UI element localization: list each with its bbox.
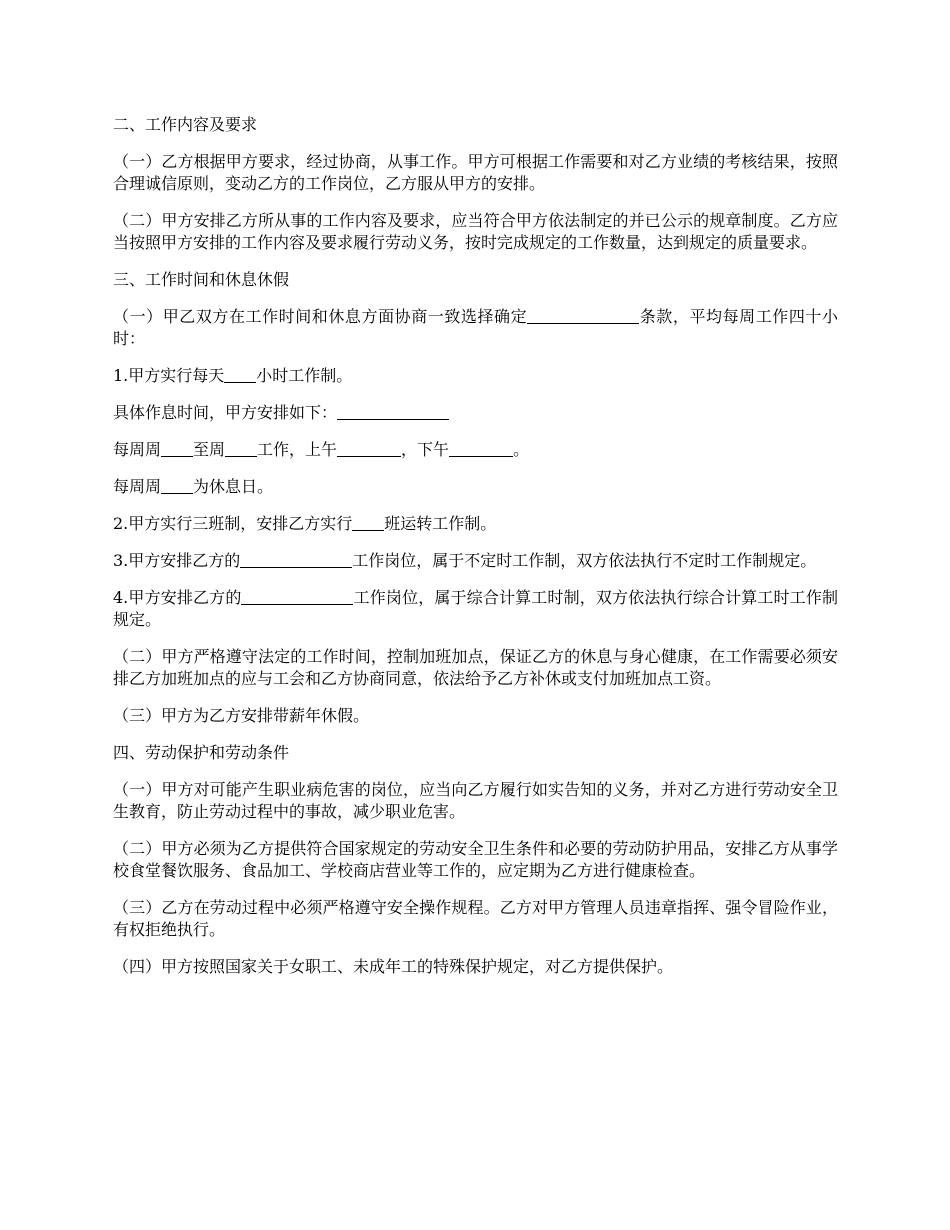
paragraph-paid-leave: （三）甲方为乙方安排带薪年休假。	[113, 706, 370, 725]
paragraph-overtime: （二）甲方严格遵守法定的工作时间，控制加班加点，保证乙方的休息与身心健康，在工作需要必须安排乙方加班加点的应与工会和乙方协商同意，依法给予乙方补休或支付加班加点工资。	[113, 647, 838, 688]
section-heading-labor-protection: 四、劳动保护和劳动条件	[113, 743, 290, 762]
shift-count-blank[interactable]	[352, 514, 384, 531]
section-heading-working-hours: 三、工作时间和休息休假	[113, 270, 290, 289]
item3-text-b: 工作岗位，属于不定时工作制，双方依法执行不定时工作制规定。	[352, 551, 817, 570]
document-page	[113, 114, 838, 993]
paragraph-rest-day	[113, 476, 838, 498]
item2-text-b: 班运转工作制。	[384, 514, 497, 533]
paragraph-special-protection: （四）甲方按照国家关于女职工、未成年工的特殊保护规定，对乙方提供保护。	[113, 957, 674, 976]
hours-clause-blank[interactable]	[527, 307, 639, 324]
afternoon-hours-blank[interactable]	[449, 440, 513, 457]
paragraph-safety-rules: （三）乙方在劳动过程中必须严格遵守安全操作规程。乙方对甲方管理人员违章指挥、强令冒险作业，有权拒绝执行。	[113, 898, 838, 939]
item1-text-a: 1.甲方实行每天	[113, 366, 225, 385]
rest-day-blank[interactable]	[161, 477, 193, 494]
restday-text-a: 每周周	[113, 477, 162, 496]
section-heading-work-content: 二、工作内容及要求	[113, 115, 258, 134]
item-standard-hours	[113, 365, 838, 387]
week-text-a: 每周周	[113, 440, 162, 459]
morning-hours-blank[interactable]	[337, 440, 401, 457]
week-end-blank[interactable]	[225, 440, 257, 457]
week-text-d: ，下午	[401, 440, 450, 459]
hours-agreement-text-b: 条款，平均每周工作四十小时：	[113, 307, 838, 348]
restday-text-b: 为休息日。	[193, 477, 274, 496]
week-start-blank[interactable]	[161, 440, 193, 457]
item4-text-a: 4.甲方安排乙方的	[113, 588, 242, 607]
item3-text-a: 3.甲方安排乙方的	[113, 551, 241, 570]
hours-agreement-text-a: （一）甲乙双方在工作时间和休息方面协商一致选择确定	[113, 307, 528, 326]
paragraph-rest-schedule	[113, 402, 838, 424]
item2-text-a: 2.甲方实行三班制，安排乙方实行	[113, 514, 353, 533]
rest-schedule-text: 具体作息时间，甲方安排如下：	[113, 403, 338, 422]
week-text-e: 。	[513, 440, 530, 459]
item-flexible-hours	[113, 550, 838, 572]
paragraph-work-assignment: （一）乙方根据甲方要求，经过协商，从事工作。甲方可根据工作需要和对乙方业绩的考核结果，按照合理诚信原则，变动乙方的工作岗位，乙方服从甲方的安排。	[113, 152, 838, 193]
item1-text-b: 小时工作制。	[256, 366, 353, 385]
paragraph-work-requirements: （二）甲方安排乙方所从事的工作内容及要求，应当符合甲方依法制定的并已公示的规章制度。乙方应当按照甲方安排的工作内容及要求履行劳动义务，按时完成规定的工作数量，达到规定的质量要求。	[113, 211, 838, 252]
item-shift-work	[113, 513, 838, 535]
paragraph-weekly-schedule	[113, 439, 838, 461]
rest-schedule-blank[interactable]	[337, 403, 449, 420]
item-comprehensive-hours	[113, 587, 838, 631]
comprehensive-post-blank[interactable]	[241, 588, 353, 605]
week-text-b: 至周	[193, 440, 226, 459]
week-text-c: 工作，上午	[257, 440, 338, 459]
item4-text-b: 工作岗位，属于综合计算工时制，双方依法执行综合计算工时工作制规定。	[113, 588, 838, 629]
paragraph-hours-agreement	[113, 306, 838, 350]
paragraph-hazard-notice: （一）甲方对可能产生职业病危害的岗位，应当向乙方履行如实告知的义务，并对乙方进行劳动安全卫生教育，防止劳动过程中的事故，减少职业危害。	[113, 780, 838, 821]
daily-hours-blank[interactable]	[224, 366, 256, 383]
flexible-post-blank[interactable]	[240, 551, 352, 568]
paragraph-safety-conditions: （二）甲方必须为乙方提供符合国家规定的劳动安全卫生条件和必要的劳动防护用品，安排乙方从事学校食堂餐饮服务、食品加工、学校商店营业等工作的，应定期为乙方进行健康检查。	[113, 839, 838, 880]
